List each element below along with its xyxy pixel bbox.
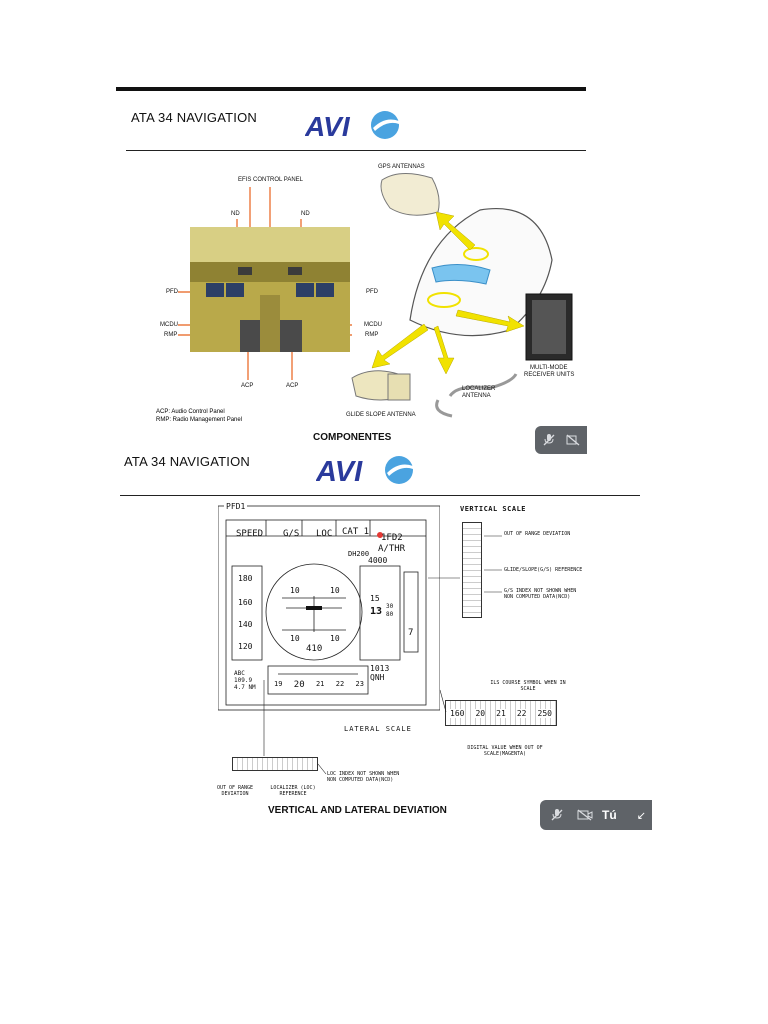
speed-140: 140 <box>238 620 253 629</box>
avi-logo-text: AVI <box>305 111 350 142</box>
label-localizer-2: ANTENNA <box>462 393 491 399</box>
label-mcdu-left: MCDU <box>160 322 178 328</box>
pfd-diagram <box>218 502 440 712</box>
alt-80: 80 <box>386 611 394 618</box>
slide2-rule <box>120 495 640 496</box>
speed-180: 180 <box>238 574 253 583</box>
pfd-dh: DH200 <box>348 550 370 558</box>
heading-tick: 20 <box>293 680 305 690</box>
label-pfd-right: PFD <box>366 289 378 295</box>
label-efis: EFIS CONTROL PANEL <box>238 177 304 183</box>
pitch-top-right: 10 <box>330 586 340 595</box>
heading-scale <box>274 680 364 690</box>
label-rmp-left: RMP <box>164 332 178 338</box>
ls-tick: 250 <box>537 708 552 718</box>
label-pfd-left: PFD <box>166 289 178 295</box>
ls-tick: 21 <box>496 708 506 718</box>
fma-loc: LOC <box>316 529 333 539</box>
slide1-caption: COMPONENTES <box>313 432 392 443</box>
label-nd-left: ND <box>231 211 240 217</box>
label-localizer-1: LOCALIZER <box>462 386 496 392</box>
participant-name: Tú <box>602 808 617 822</box>
baro-unit: QNH <box>370 673 385 682</box>
slide1-heading: ATA 34 NAVIGATION <box>131 110 257 125</box>
label-nd-right: ND <box>301 211 310 217</box>
camera-off-icon[interactable] <box>574 804 596 826</box>
alt-13: 13 <box>370 606 383 617</box>
speed-160: 160 <box>238 598 253 607</box>
legend-rmp: RMP: Radio Management Panel <box>156 417 243 423</box>
loc-scale-strip <box>232 757 318 771</box>
expand-icon[interactable]: ↙ <box>636 809 646 822</box>
speed-120: 120 <box>238 642 253 651</box>
heading-tick: 23 <box>355 680 364 688</box>
label-acp-right: ACP <box>286 383 299 389</box>
radio-alt: 410 <box>306 644 323 654</box>
ils-ident: ABC <box>234 670 245 677</box>
top-rule <box>116 87 586 91</box>
label-acp-left: ACP <box>241 383 254 389</box>
avi-logo <box>305 108 400 142</box>
meet-controls-bar-2 <box>540 800 652 830</box>
pitch-bottom-left: 10 <box>290 634 300 643</box>
fma-gs: G/S <box>283 529 300 539</box>
pitch-top-left: 10 <box>290 586 300 595</box>
fma-athr: A/THR <box>378 544 406 554</box>
meet-controls-bar-1 <box>535 426 587 454</box>
label-gps-antennas: GPS ANTENNAS <box>378 164 425 170</box>
ls-tick: 22 <box>516 708 527 718</box>
ils-frequency: 109.9 <box>234 677 253 684</box>
slide2-heading: ATA 34 NAVIGATION <box>124 454 250 469</box>
heading-tick: 21 <box>315 680 325 688</box>
lateral-scale-strip <box>445 700 557 726</box>
fma-cat: CAT 1 <box>342 527 370 537</box>
fma-fd: 1FD2 <box>381 533 403 543</box>
ils-distance: 4.7 NM <box>234 684 256 691</box>
pitch-bottom-right: 10 <box>330 634 340 643</box>
mic-off-icon[interactable] <box>541 429 557 451</box>
aircraft-figure <box>340 160 590 430</box>
loc-reference: LOCALIZER (LOC) REFERENCE <box>270 785 316 797</box>
vs-gs-index: G/S INDEX NOT SHOWN WHEN NON COMPUTED DATA(NCD) <box>504 588 577 600</box>
pfd-tag: PFD1 <box>226 502 246 511</box>
vs-gs-reference: GLIDE/SLOPE(G/S) REFERENCE <box>504 567 583 573</box>
vertical-scale-title: VERTICAL SCALE <box>460 505 527 513</box>
label-mcdu-right: MCDU <box>364 322 382 328</box>
fma-speed: SPEED <box>236 529 264 539</box>
alt-15: 15 <box>370 594 380 603</box>
avi-logo-2-text: AVI <box>316 456 363 488</box>
lateral-scale-title: LATERAL SCALE <box>344 725 412 733</box>
vertical-speed: 7 <box>408 628 414 638</box>
vertical-scale-strip <box>462 522 482 618</box>
label-mmr-1: MULTI-MODE <box>530 365 568 371</box>
label-rmp-right: RMP <box>365 332 379 338</box>
slide2-caption: VERTICAL AND LATERAL DEVIATION <box>268 805 447 816</box>
legend-acp: ACP: Audio Control Panel <box>156 409 225 415</box>
heading-tick: 19 <box>274 680 283 688</box>
ls-tick: 160 <box>450 708 465 718</box>
mic-off-icon[interactable] <box>546 804 568 826</box>
slide1-rule <box>126 150 586 151</box>
label-mmr-2: RECEIVER UNITS <box>524 372 575 378</box>
label-glide-slope: GLIDE SLOPE ANTENNA <box>346 412 416 418</box>
avi-logo-2 <box>316 452 414 488</box>
alt-30: 30 <box>386 603 394 610</box>
baro-value: 1013 <box>370 664 390 673</box>
loc-index: LOC INDEX NOT SHOWN WHEN NON COMPUTED DATA(NCD) <box>327 771 400 783</box>
loc-out-of-range: OUT OF RANGE DEVIATION <box>216 785 254 797</box>
vs-out-of-range: OUT OF RANGE DEVIATION <box>504 531 571 537</box>
camera-off-icon[interactable] <box>565 429 581 451</box>
ls-tick: 20 <box>475 708 486 718</box>
pfd-alt-top: 4000 <box>368 556 388 565</box>
ls-ils-course: ILS COURSE SYMBOL WHEN IN SCALE <box>490 680 566 692</box>
ls-digital-value: DIGITAL VALUE WHEN OUT OF SCALE(MAGENTA) <box>467 745 543 757</box>
heading-tick: 22 <box>335 680 345 688</box>
